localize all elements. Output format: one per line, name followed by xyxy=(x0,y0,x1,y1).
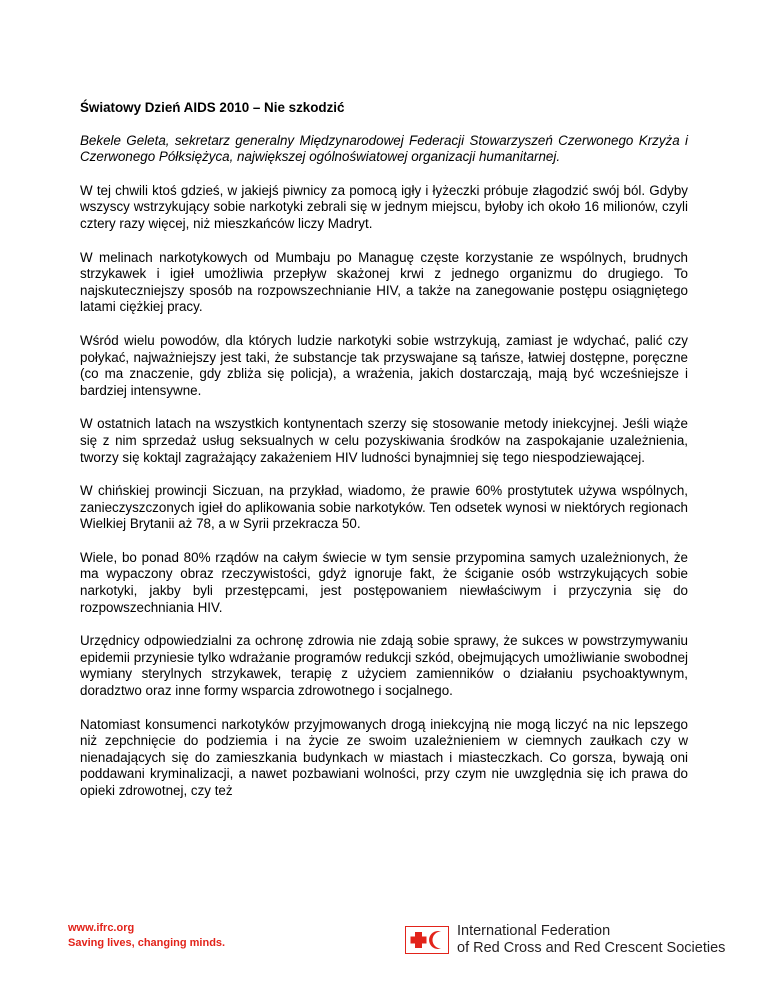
slogan: Saving lives, changing minds. xyxy=(68,937,226,949)
paragraph: W tej chwili ktoś gdzieś, w jakiejś piwnicy za pomocą igły i łyżeczki próbuje złagodzić swój ból. Gdyby wszyscy wstrzykujący sobie narkotyki zebrali się w jednym miejscu, byłoby ich około 16 milionów, czyli cztery razy więcej, niż mieszkańców liczy Madryt. xyxy=(80,182,688,231)
paragraph: W ostatnich latach na wszystkich kontynentach szerzy się stosowanie metody iniekcyjnej. Jeśli wiąże się z nim sprzedaż usług seksualnych w celu pozyskiwania środków na zaspokajanie uzależnienia, tworzy się koktajl zagrażający zakażeniem HIV ludności bynajmniej się tego niespodziewającej. xyxy=(80,416,688,465)
organization-name xyxy=(457,923,725,957)
paragraph: W chińskiej prowincji Siczuan, na przykład, wiadomo, że prawie 60% prostytutek używa wspólnych, zanieczyszczonych igieł do aplikowania sobie narkotyków. Ten odsetek wynosi w niektórych regionach Wielkiej Brytanii aż 78, a w Syrii przekracza 50. xyxy=(80,483,688,532)
red-cross-red-crescent-emblem-icon xyxy=(405,926,449,954)
paragraph: W melinach narkotykowych od Mumbaju po Managuę częste korzystanie ze wspólnych, brudnych strzykawek i igieł umożliwia przepływ skażonej krwi z jednego organizmu do drugiego. To najskuteczniejszy sposób na rozpowszechnianie HIV, a także na zanegowanie postępu osiągniętego latami ciężkiej pracy. xyxy=(80,249,688,315)
paragraph: Natomiast konsumenci narkotyków przyjmowanych drogą iniekcyjną nie mogą liczyć na nic lepszego niż zepchnięcie do podziemia i na życie ze swoim uzależnieniem w ciemnych zaułkach czy w nienadających się do zamieszkania budynkach w miastach i miasteczkach. Co gorsza, bywają oni poddawani kryminalizacji, a nawet pozbawiani wolności, przy czym nie uwzględnia się ich prawa do opieki zdrowotnej, czy też xyxy=(80,716,688,798)
paragraph: Wiele, bo ponad 80% rządów na całym świecie w tym sensie przypomina samych uzależnionych, że ma wypaczony obraz rzeczywistości, gdyż ignoruje fakt, że ściganie osób wstrzykujących sobie narkotyki, jakby byli przestępcami, jest postępowaniem niewłaściwym i przyczynia się do rozpowszechniania HIV. xyxy=(80,549,688,615)
author-intro: Bekele Geleta, sekretarz generalny Międzynarodowej Federacji Stowarzyszeń Czerwonego Krzyża i Czerwonego Półksiężyca, największej ogólnoświatowej organizacji humanitarnej. xyxy=(80,132,688,165)
document-title: Światowy Dzień AIDS 2010 – Nie szkodzić xyxy=(80,100,345,115)
org-name-line2: of Red Cross and Red Crescent Societies xyxy=(457,940,726,956)
org-name-line1: International Federation xyxy=(457,923,611,939)
footer-left xyxy=(68,921,225,951)
footer-right xyxy=(405,923,725,957)
document-body xyxy=(80,100,688,817)
paragraph: Urzędnicy odpowiedzialni za ochronę zdrowia nie zdają sobie sprawy, że sukces w powstrzymywaniu epidemii przyniesie tylko wdrażanie programów redukcji szkód, obejmujących umożliwianie swobodnej wymiany sterylnych strzykawek, terapię z użyciem zamienników o działaniu psychoaktywnym, doradztwo oraz inne formy wsparcia zdrowotnego i socjalnego. xyxy=(80,633,688,699)
paragraph: Wśród wielu powodów, dla których ludzie narkotyki sobie wstrzykują, zamiast je wdychać, palić czy połykać, najważniejszy jest taki, że substancje tak przyswajane są tańsze, łatwiej dostępne, poręczne (co ma znaczenie, gdy zbliża się policja), a wrażenia, jakich dostarczają, mają być wcześniejsze i bardziej intensywne. xyxy=(80,332,688,398)
website-link[interactable]: www.ifrc.org xyxy=(68,922,135,934)
